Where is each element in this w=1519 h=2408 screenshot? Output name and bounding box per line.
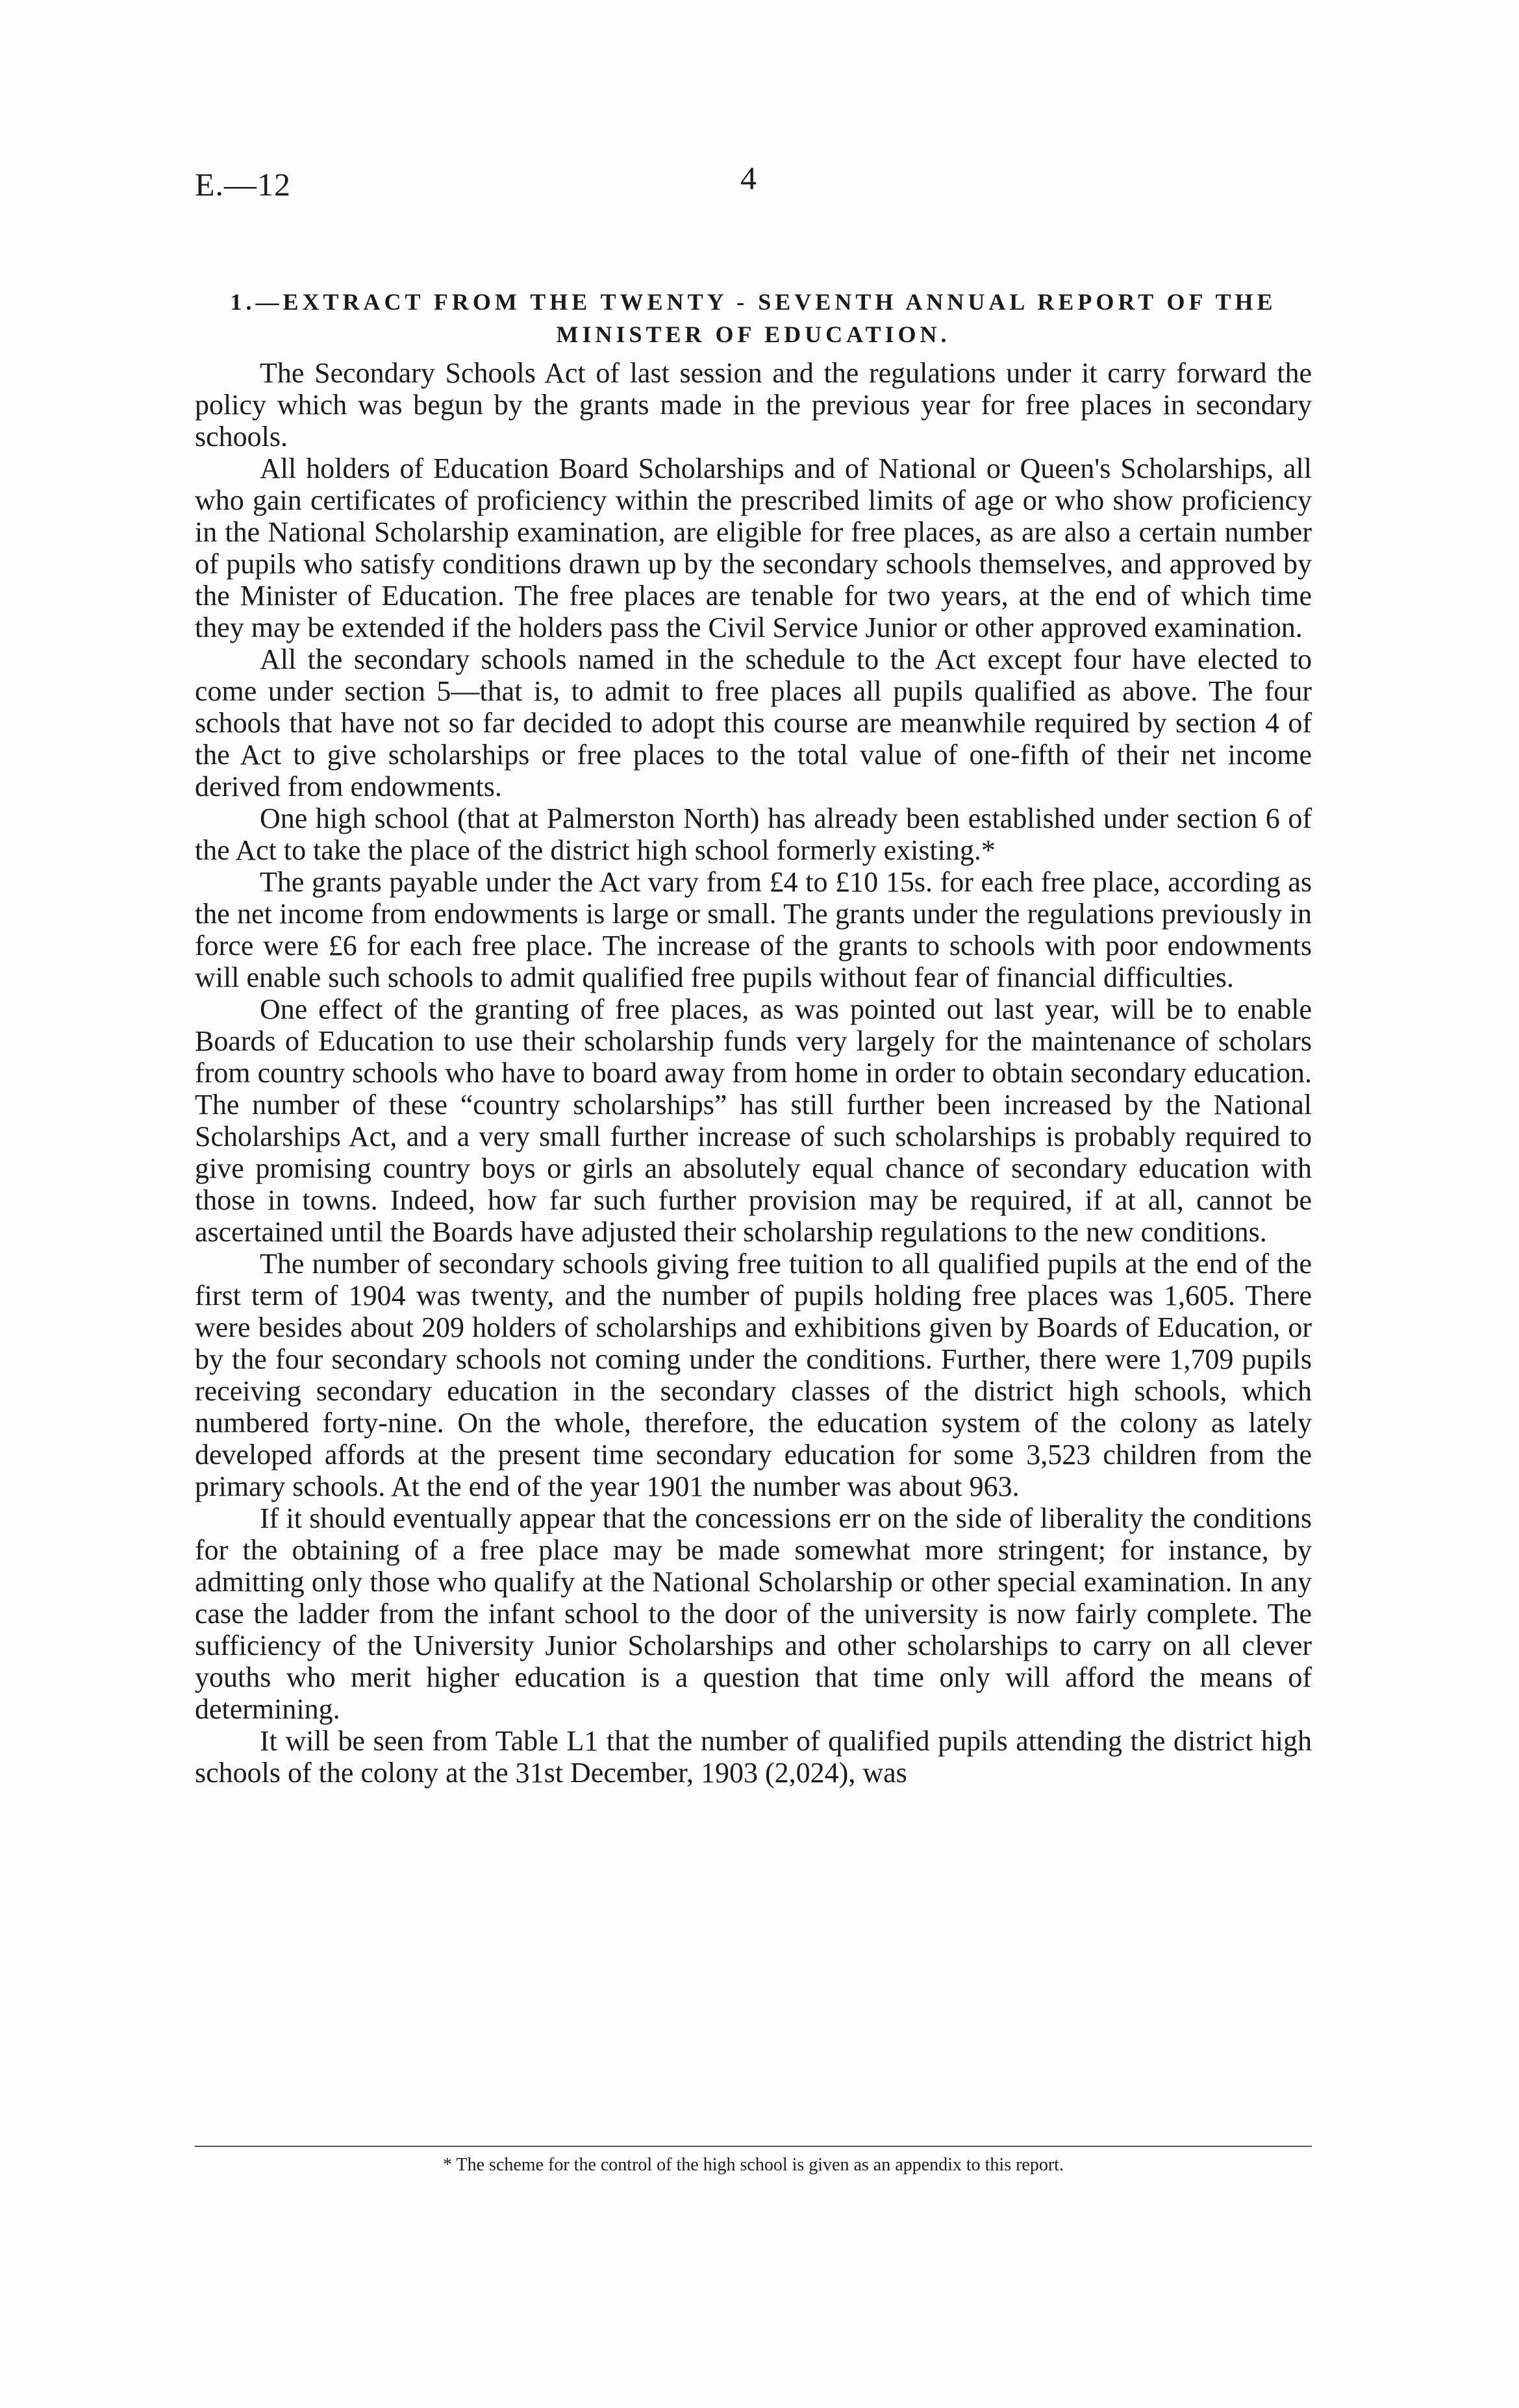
paragraph-2: All holders of Education Board Scholarships and of National or Queen's Scholarships, all who gain certificates of proficiency within the prescribed limits of age or who show proficiency in the National Scholarship examination, are eligible for free places, as are also a certain number of pupils who satisfy conditions drawn up by the secondary schools themselves, and approved by the Minister of Education. The free places are tenable for two years, at the end of which time they may be extended if the holders pass the Civil Service Junior or other approved examination. — [195, 453, 1312, 643]
paragraph-1: The Secondary Schools Act of last session and the regulations under it carry forward the policy which was begun by the grants made in the previous year for free places in secondary schools. — [195, 357, 1312, 453]
main-content — [195, 286, 1312, 1789]
footnote-divider — [195, 2146, 1312, 2147]
page-number: 4 — [740, 160, 757, 196]
paragraph-3: All the secondary schools named in the schedule to the Act except four have elected to come under section 5—that is, to admit to free places all pupils qualified as above. The four schools that have not so far decided to adopt this course are meanwhile required by section 4 of the Act to give scholarships or free places to the total value of one-fifth of their net income derived from endowments. — [195, 643, 1312, 802]
paragraph-6: One effect of the granting of free places, as was pointed out last year, will be to enable Boards of Education to use their scholarship funds very largely for the maintenance of scholars from country schools who have to board away from home in order to obtain secondary education. The number of these “country scholarships” has still further been increased by the National Scholarships Act, and a very small further increase of such scholarships is probably required to give promising country boys or girls an absolutely equal chance of secondary education with those in towns. Indeed, how far such further provision may be required, if at all, cannot be ascertained until the Boards have adjusted their scholarship regulations to the new conditions. — [195, 993, 1312, 1248]
page-header — [195, 160, 1312, 217]
paragraph-7: The number of secondary schools giving free tuition to all qualified pupils at the end of the first term of 1904 was twenty, and the number of pupils holding free places was 1,605. There were besides about 209 holders of scholarships and exhibitions given by Boards of Education, or by the four secondary schools not coming under the conditions. Further, there were 1,709 pupils receiving secondary education in the secondary classes of the district high schools, which numbered forty-nine. On the whole, therefore, the education system of the colony as lately developed affords at the present time secondary education for some 3,523 children from the primary schools. At the end of the year 1901 the number was about 963. — [195, 1248, 1312, 1502]
footnote: * The scheme for the control of the high school is given as an appendix to this report. — [443, 2155, 1064, 2175]
section-title — [195, 286, 1312, 351]
paragraph-9: It will be seen from Table L1 that the number of qualified pupils attending the district high schools of the colony at the 31st December, 1903 (2,024), was — [195, 1725, 1312, 1789]
document-reference: E.—12 — [195, 166, 292, 203]
paragraph-4: One high school (that at Palmerston North) has already been established under section 6 of the Act to take the place of the district high school formerly existing.* — [195, 802, 1312, 866]
footnote-area — [195, 2146, 1312, 2177]
paragraph-8: If it should eventually appear that the concessions err on the side of liberality the conditions for the obtaining of a free place may be made somewhat more stringent; for instance, by admitting only those who qualify at the National Scholarship or other special examination. In any case the ladder from the infant school to the door of the university is now fairly complete. The sufficiency of the University Junior Scholarships and other scholarships to carry on all clever youths who merit higher education is a question that time only will afford the means of determining. — [195, 1502, 1312, 1725]
section-title-line-1: 1.—EXTRACT FROM THE TWENTY - SEVENTH ANNUAL REPORT OF THE — [230, 289, 1277, 315]
section-title-line-2: MINISTER OF EDUCATION. — [556, 321, 951, 347]
paragraph-5: The grants payable under the Act vary from £4 to £10 15s. for each free place, according as the net income from endowments is large or small. The grants under the regulations previously in force were £6 for each free place. The increase of the grants to schools with poor endowments will enable such schools to admit qualified free pupils without fear of financial difficulties. — [195, 866, 1312, 993]
